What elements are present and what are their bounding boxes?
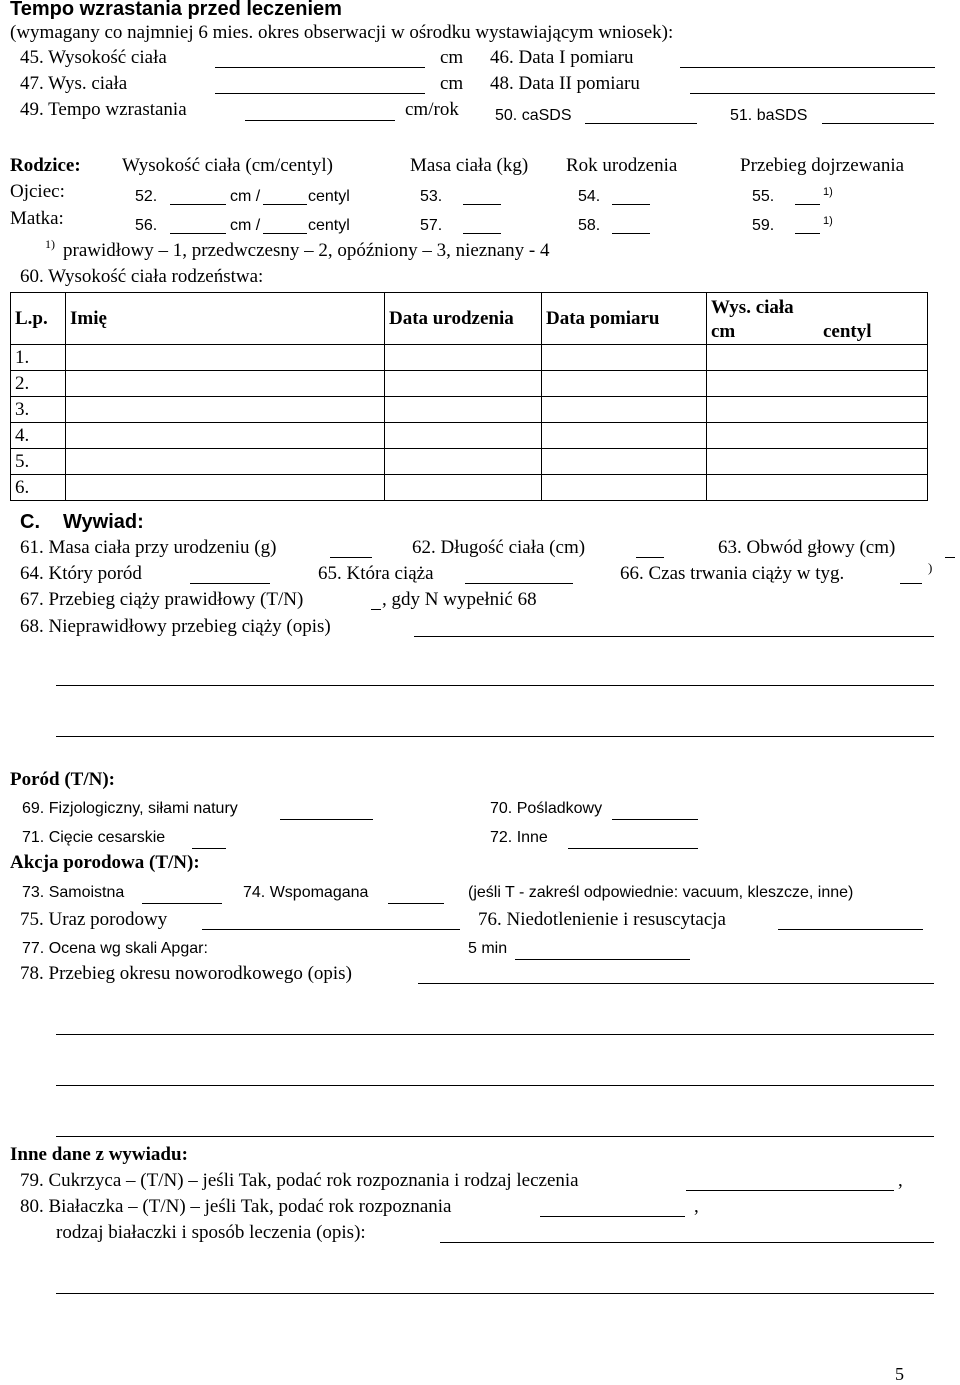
father-label: Ojciec:	[10, 181, 65, 202]
field-label-67-tail: , gdy N wypełnić 68	[382, 589, 537, 610]
section-title: Tempo wzrastania przed leczeniem	[10, 0, 342, 20]
cell-birth[interactable]	[385, 423, 542, 449]
table-row	[11, 449, 928, 475]
row-number: 4.	[11, 423, 66, 449]
unit-cm-56: cm /	[230, 217, 261, 234]
input-line-55[interactable]	[795, 204, 820, 205]
input-line-78-cont-2[interactable]	[56, 1085, 934, 1086]
cell-cm[interactable]	[707, 345, 820, 371]
col-name: Imię	[66, 293, 385, 345]
input-line-50[interactable]	[585, 123, 697, 124]
field-label-75: 75. Uraz porodowy	[20, 909, 168, 930]
footnote-text: prawidłowy – 1, przedwczesny – 2, opóźniony – 3, nieznany - 4	[63, 240, 550, 261]
input-line-49[interactable]	[245, 120, 395, 121]
col-birth: Data urodzenia	[385, 293, 542, 345]
input-line-68-cont-1[interactable]	[56, 685, 934, 686]
input-line-61[interactable]	[330, 557, 372, 558]
cell-cm[interactable]	[707, 449, 820, 475]
field-label-69: 69. Fizjologiczny, siłami natury	[22, 800, 238, 817]
cell-name[interactable]	[66, 371, 385, 397]
unit-47: cm	[440, 73, 464, 94]
field-label-70: 70. Pośladkowy	[490, 800, 603, 817]
field-label-57: 57.	[420, 217, 443, 234]
col-cm: cm	[707, 319, 820, 345]
input-line-52-cm[interactable]	[170, 204, 226, 205]
input-line-67[interactable]	[371, 609, 381, 610]
field-label-79-tail: ,	[898, 1170, 903, 1191]
cell-cm[interactable]	[707, 475, 820, 501]
col-height: Wys. ciała	[707, 293, 928, 320]
field-label-74: 74. Wspomagana	[243, 884, 369, 901]
field-label-80-tail: ,	[694, 1196, 699, 1217]
mother-label: Matka:	[10, 208, 64, 229]
row-number: 2.	[11, 371, 66, 397]
unit-centyl-52: centyl	[308, 188, 350, 205]
cell-measure[interactable]	[542, 423, 707, 449]
section-subtitle: (wymagany co najmniej 6 mies. okres obserwacji w ośrodku wystawiającym wniosek):	[10, 22, 674, 43]
field-label-71: 71. Cięcie cesarskie	[22, 829, 166, 846]
cell-birth[interactable]	[385, 397, 542, 423]
cell-centyl[interactable]	[819, 423, 928, 449]
unit-centyl-56: centyl	[308, 217, 350, 234]
input-line-54[interactable]	[612, 204, 650, 205]
cell-name[interactable]	[66, 423, 385, 449]
input-line-73[interactable]	[142, 903, 222, 904]
field-label-62: 62. Długość ciała (cm)	[412, 537, 586, 558]
row-number: 6.	[11, 475, 66, 501]
field-label-47: 47. Wys. ciała	[20, 73, 128, 94]
input-line-78-cont-3[interactable]	[56, 1136, 934, 1137]
field-label-67: 67. Przebieg ciąży prawidłowy (T/N)	[20, 589, 304, 610]
input-line-57[interactable]	[463, 233, 501, 234]
row-number: 3.	[11, 397, 66, 423]
input-line-53[interactable]	[463, 204, 501, 205]
input-line-68-cont-2[interactable]	[56, 736, 934, 737]
field-label-61: 61. Masa ciała przy urodzeniu (g)	[20, 537, 277, 558]
footnote-ref-55: 1)	[823, 186, 833, 198]
row-number: 1.	[11, 345, 66, 371]
input-line-52-centyl[interactable]	[263, 204, 307, 205]
table-row	[11, 345, 928, 371]
field-label-77-min: 5 min	[468, 940, 508, 957]
input-line-56-centyl[interactable]	[263, 233, 307, 234]
input-line-70[interactable]	[612, 819, 698, 820]
field-label-78: 78. Przebieg okresu noworodkowego (opis)	[20, 963, 352, 984]
input-line-79[interactable]	[686, 1190, 894, 1191]
parents-col-mass: Masa ciała (kg)	[410, 155, 529, 176]
input-line-69[interactable]	[280, 819, 373, 820]
input-line-66[interactable]	[900, 583, 922, 584]
cell-name[interactable]	[66, 475, 385, 501]
field-label-63: 63. Obwód głowy (cm)	[718, 537, 896, 558]
cell-centyl[interactable]	[819, 397, 928, 423]
field-label-64: 64. Który poród	[20, 563, 142, 584]
input-line-75[interactable]	[202, 929, 460, 930]
field-label-55: 55.	[752, 188, 775, 205]
siblings-label: 60. Wysokość ciała rodzeństwa:	[20, 266, 264, 287]
siblings-header-row	[11, 293, 928, 320]
row-number: 5.	[11, 449, 66, 475]
field-label-72: 72. Inne	[490, 829, 548, 846]
field-label-80: 80. Białaczka – (T/N) – jeśli Tak, podać rok rozpoznania	[20, 1196, 452, 1217]
cell-centyl[interactable]	[819, 371, 928, 397]
field-label-56: 56.	[135, 217, 158, 234]
field-label-66: 66. Czas trwania ciąży w tyg.	[620, 563, 845, 584]
input-line-72[interactable]	[568, 848, 698, 849]
footnote-mark: 1)	[45, 237, 55, 251]
table-row	[11, 371, 928, 397]
input-line-78-cont-1[interactable]	[56, 1034, 934, 1035]
input-line-80-cont[interactable]	[56, 1293, 934, 1294]
field-label-53: 53.	[420, 188, 443, 205]
field-label-52: 52.	[135, 188, 158, 205]
field-label-59: 59.	[752, 217, 775, 234]
col-centyl: centyl	[819, 319, 928, 345]
unit-49: cm/rok	[405, 99, 459, 120]
parents-col-maturation: Przebieg dojrzewania	[740, 155, 905, 176]
field-label-45: 45. Wysokość ciała	[20, 47, 167, 68]
table-row	[11, 475, 928, 501]
input-line-80-desc[interactable]	[440, 1242, 934, 1243]
interview-section-letter: C.	[20, 511, 40, 533]
table-row	[11, 423, 928, 449]
cell-birth[interactable]	[385, 345, 542, 371]
input-line-48[interactable]	[690, 93, 935, 94]
input-line-62[interactable]	[636, 557, 664, 558]
cell-cm[interactable]	[707, 423, 820, 449]
cell-measure[interactable]	[542, 345, 707, 371]
cell-centyl[interactable]	[819, 449, 928, 475]
col-measure: Data pomiaru	[542, 293, 707, 345]
input-line-56-cm[interactable]	[170, 233, 226, 234]
input-line-63[interactable]	[945, 557, 955, 558]
cell-cm[interactable]	[707, 371, 820, 397]
field-label-79: 79. Cukrzyca – (T/N) – jeśli Tak, podać rok rozpoznania i rodzaj leczenia	[20, 1170, 579, 1191]
cell-name[interactable]	[66, 449, 385, 475]
labor-title: Akcja porodowa (T/N):	[10, 852, 200, 873]
input-line-77[interactable]	[515, 959, 690, 960]
field-label-73: 73. Samoistna	[22, 884, 125, 901]
input-line-76[interactable]	[778, 929, 923, 930]
footnote-ref-66: )	[928, 560, 933, 575]
cell-measure[interactable]	[542, 397, 707, 423]
input-line-59[interactable]	[795, 233, 820, 234]
parents-label-text: Rodzice:	[10, 155, 81, 176]
interview-title: Wywiad:	[63, 511, 144, 533]
field-label-54: 54.	[578, 188, 601, 205]
cell-centyl[interactable]	[819, 345, 928, 371]
cell-birth[interactable]	[385, 371, 542, 397]
col-lp: L.p.	[11, 293, 66, 345]
field-label-76: 76. Niedotlenienie i resuscytacja	[478, 909, 726, 930]
field-label-58: 58.	[578, 217, 601, 234]
input-line-74[interactable]	[388, 903, 444, 904]
unit-cm-52: cm /	[230, 188, 261, 205]
field-label-77: 77. Ocena wg skali Apgar:	[22, 940, 208, 957]
page-number: 5	[895, 1364, 904, 1384]
input-line-58[interactable]	[612, 233, 650, 234]
input-line-64[interactable]	[190, 583, 270, 584]
field-label-49: 49. Tempo wzrastania	[20, 99, 187, 120]
field-label-48: 48. Data II pomiaru	[490, 73, 640, 94]
footnote-ref-59: 1)	[823, 215, 833, 227]
other-title: Inne dane z wywiadu:	[10, 1144, 188, 1165]
field-label-68: 68. Nieprawidłowy przebieg ciąży (opis)	[20, 616, 331, 637]
siblings-table	[10, 292, 928, 501]
cell-birth[interactable]	[385, 475, 542, 501]
cell-birth[interactable]	[385, 449, 542, 475]
cell-measure[interactable]	[542, 371, 707, 397]
parents-col-year: Rok urodzenia	[566, 155, 678, 176]
cell-measure[interactable]	[542, 449, 707, 475]
cell-cm[interactable]	[707, 397, 820, 423]
table-row	[11, 397, 928, 423]
cell-name[interactable]	[66, 397, 385, 423]
field-label-46: 46. Data I pomiaru	[490, 47, 634, 68]
input-line-71[interactable]	[192, 848, 226, 849]
parents-col-height: Wysokość ciała (cm/centyl)	[122, 155, 333, 176]
input-line-45[interactable]	[215, 67, 425, 68]
input-line-65[interactable]	[465, 583, 573, 584]
field-note-74: (jeśli T - zakreśl odpowiednie: vacuum, kleszcze, inne)	[468, 884, 854, 901]
field-label-50: 50. caSDS	[495, 107, 572, 124]
field-label-51: 51. baSDS	[730, 107, 808, 124]
field-label-80-desc: rodzaj białaczki i sposób leczenia (opis):	[56, 1222, 366, 1243]
input-line-68[interactable]	[414, 636, 934, 637]
cell-measure[interactable]	[542, 475, 707, 501]
cell-name[interactable]	[66, 345, 385, 371]
parents-label	[10, 155, 81, 177]
cell-centyl[interactable]	[819, 475, 928, 501]
birth-title: Poród (T/N):	[10, 769, 116, 790]
input-line-80[interactable]	[540, 1216, 685, 1217]
input-line-78[interactable]	[418, 983, 934, 984]
input-line-47[interactable]	[215, 93, 425, 94]
input-line-46[interactable]	[680, 67, 935, 68]
input-line-51[interactable]	[822, 123, 934, 124]
unit-45: cm	[440, 47, 464, 68]
field-label-65: 65. Która ciąża	[318, 563, 434, 584]
